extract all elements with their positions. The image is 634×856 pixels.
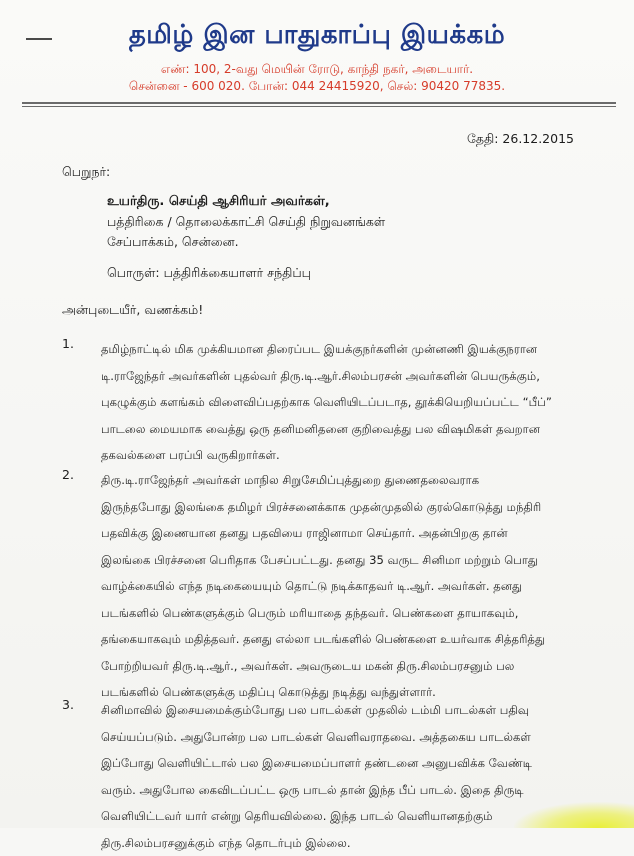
text-line: படங்களில் பெண்களுக்கும் பெரும் மரியாதை தந்தவர். பெண்களை தாயாகவும், <box>101 600 586 627</box>
paragraph-number: 3. <box>62 697 74 712</box>
text-line: இலங்கை பிரச்சனை பெரிதாக பேசப்பட்டது. தனது 35 வருட சினிமா மற்றும் பொது <box>101 547 586 574</box>
text-line: தகவல்களை பரப்பி வருகிறார்கள். <box>101 442 586 469</box>
subject-line: பொருள்: பத்திரிக்கையாளர் சந்திப்பு <box>107 265 311 282</box>
to-label: பெறுநர்: <box>62 164 110 181</box>
paragraph-number: 1. <box>62 336 74 351</box>
greeting: அன்புடையீர், வணக்கம்! <box>62 302 203 319</box>
text-line: இப்போது வெளியிட்டால் பல இசையமைப்பாளர் தண்டனை அனுபவிக்க வேண்டி <box>101 750 586 777</box>
header-rule-thin <box>22 106 616 107</box>
text-line: வெளியிட்டவர் யார் என்று தெரியவில்லை. இந்த பாடல் வெளியானதற்கும் <box>101 803 586 830</box>
text-line: இருந்தபோது இலங்கை தமிழர் பிரச்சனைக்காக முதன்முதலில் குரல்கொடுத்து மந்திரி <box>101 494 586 521</box>
organization-name: தமிழ் இன பாதுகாப்பு இயக்கம் <box>0 20 634 53</box>
paragraph-text <box>101 697 586 856</box>
text-line: பதவிக்கு இணையான தனது பதவியை ராஜினாமா செய்தார். அதன்பிறகு தான் <box>101 520 586 547</box>
text-line: போற்றியவர் திரு.டி.ஆர்., அவர்கள். அவருடைய மகன் திரு.சிலம்பரசனும் பல <box>101 653 586 680</box>
text-line: திரு.சிலம்பரசனுக்கும் எந்த தொடர்பும் இல்லை. <box>101 830 586 856</box>
address-line-1: எண்: 100, 2-வது மெயின் ரோடு, காந்தி நகர், அடையார். <box>0 62 634 78</box>
paragraph-text <box>101 467 586 706</box>
text-line: தங்கையாகவும் மதித்தவர். தனது எல்லா படங்களில் பெண்களை உயர்வாக சித்தரித்து <box>101 626 586 653</box>
paragraph-text <box>101 336 586 469</box>
text-line: செய்யப்படும். அதுபோன்ற பல பாடல்கள் வெளிவராதவை. அத்தகைய பாடல்கள் <box>101 724 586 751</box>
text-line: திரு.டி.ராஜேந்தர் அவர்கள் மாநில சிறுசேமிப்புத்துறை துணைதலைவராக <box>101 467 586 494</box>
text-line: வரும். அதுபோல கைவிடப்பட்ட ஒரு பாடல் தான் இந்த பீப் பாடல். இதை திருடி <box>101 777 586 804</box>
text-line: டி.ராஜேந்தர் அவர்களின் புதல்வர் திரு.டி.ஆர்.சிலம்பரசன் அவர்களின் பெயருக்கும், <box>101 363 586 390</box>
text-line: படங்களில் பெண்களுக்கு மதிப்பு கொடுத்து நடித்து வந்துள்ளார். <box>101 679 586 706</box>
recipient-title: உயர்திரு. செய்தி ஆசிரியர் அவர்கள், <box>107 194 330 210</box>
letter-date: தேதி: 26.12.2015 <box>467 131 574 148</box>
header-rule <box>22 102 616 104</box>
text-line: தமிழ்நாட்டில் மிக முக்கியமான திரைப்பட இயக்குநர்களின் முன்னணி இயக்குநரான <box>101 336 586 363</box>
recipient-organization: பத்திரிகை / தொலைக்காட்சி செய்தி நிறுவனங்கள் <box>107 214 385 231</box>
paragraph-number: 2. <box>62 467 74 482</box>
text-line: வாழ்க்கையில் எந்த நடிகையையும் தொட்டு நடிக்காதவர் டி.ஆர். அவர்கள். தனது <box>101 573 586 600</box>
recipient-location: சேப்பாக்கம், சென்னை. <box>107 234 239 251</box>
text-line: பாடலை மையமாக வைத்து ஒரு தனிமனிதனை குறிவைத்து பல விஷமிகள் தவறான <box>101 416 586 443</box>
text-line: சினிமாவில் இசையமைக்கும்போது பல பாடல்கள் முதலில் டம்மி பாடல்கள் பதிவு <box>101 697 586 724</box>
text-line: புகழுக்கும் களங்கம் விளைவிப்பதற்காக வெளியிடப்படாத, தூக்கியெறியப்பட்ட “பீப்” <box>101 389 586 416</box>
address-line-2: சென்னை - 600 020. போன்: 044 24415920, செல்: 90420 77835. <box>0 79 634 95</box>
highlighter-smudge <box>514 802 634 828</box>
